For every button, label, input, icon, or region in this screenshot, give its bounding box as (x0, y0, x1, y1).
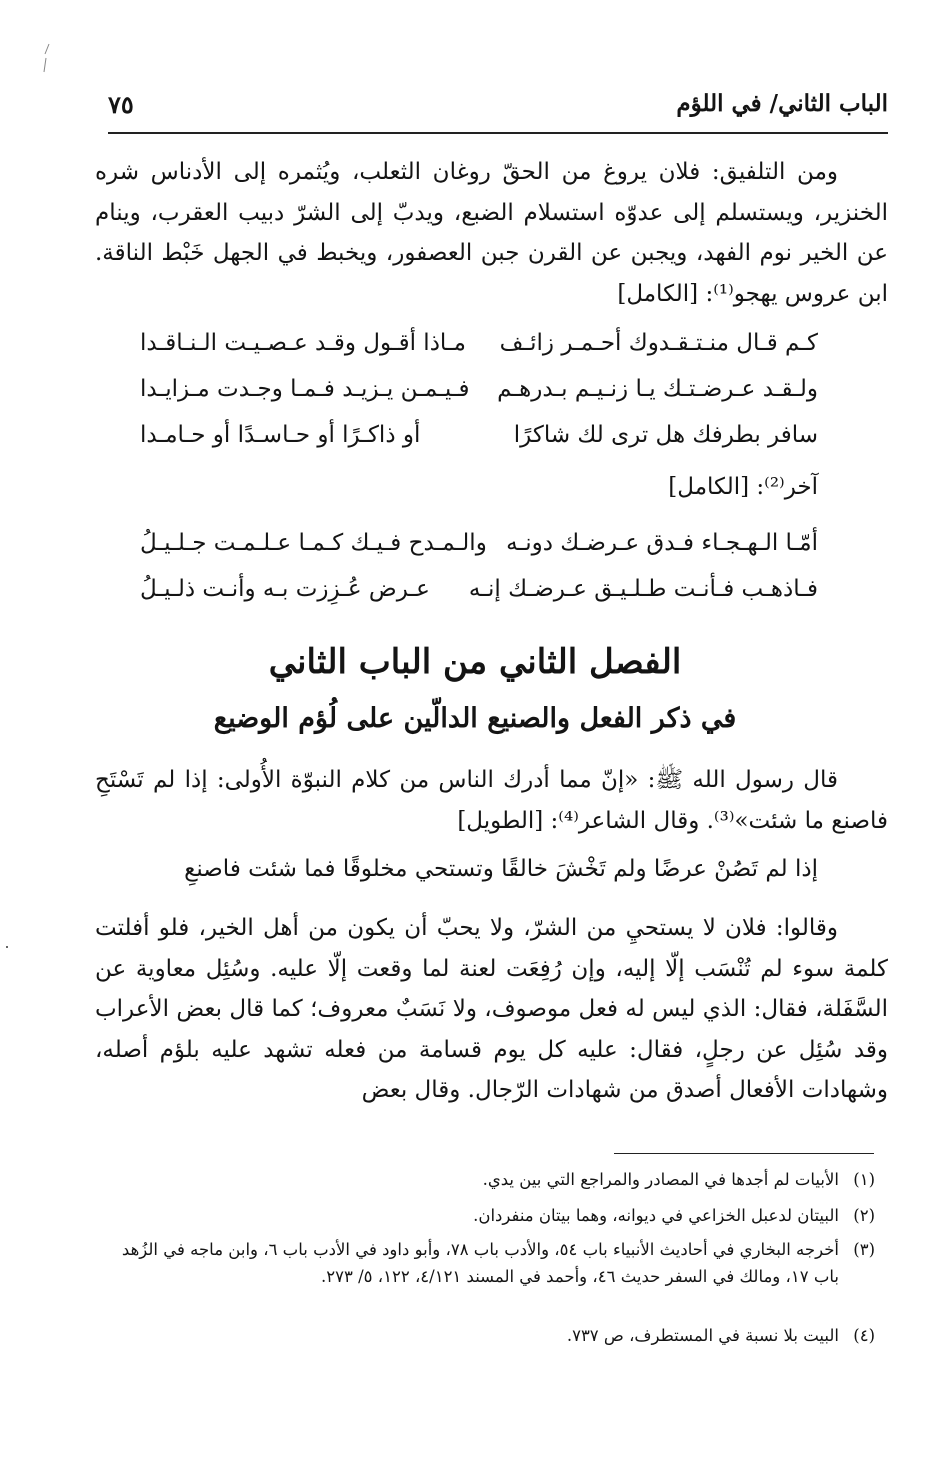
poem2-verse-1 (140, 530, 818, 574)
hemistich-second: فـيـمـن يـزيـد فـمـا وجـدت مـزايـدا (140, 376, 470, 402)
footnote-text: الأبيات لم أجدها في المصادر والمراجع التي بين يدي. (482, 1170, 839, 1189)
footnote-number: (٤) (853, 1326, 875, 1345)
footnote-number: (٣) (853, 1240, 875, 1259)
hemistich-first: فـاذهـب فـأنـت طـلـيـق عـرضـك إنـه (468, 576, 818, 602)
final-paragraph (95, 908, 888, 1111)
footnote-rule (614, 1153, 874, 1154)
hemistich-first: كـم قـال منـتـقـدوك أحـمـر زائـف (499, 330, 818, 356)
running-header (108, 88, 888, 128)
hadith-text: قال رسول الله ﷺ: «إنّ مما أدرك الناس من كلام النبوّة الأُولى: إذا لم تَسْتَحِ فاصنع ما شئت»⁽³⁾. وقال الشاعر⁽⁴⁾: [الطويل] (95, 767, 888, 834)
hemistich-first: أمّـا الـهـجـاء فـدق عـرضـك دونـه (506, 530, 818, 556)
hemistich-first: سافر بطرفك هل ترى لك شاكرًا (513, 422, 818, 448)
intro-paragraph (95, 152, 888, 314)
poem2-verse-2 (140, 576, 818, 620)
footnote-number: (٢) (853, 1206, 875, 1225)
page-number: ٧٥ (108, 90, 134, 119)
hemistich-second: مـاذا أقـول وقـد عـصـيـت الـنـاقـدا (140, 330, 466, 356)
footnote-text: أخرجه البخاري في أحاديث الأنبياء باب ٥٤، والأدب باب ٧٨، وأبو داود في الأدب باب ٦، وابن ماجه في الزُهد باب ١٧، ومالك في السفر حديث ٤٦، وأحمد في المسند ٤/١٢١، ١٢٢، ٥/ ٢٧٣. (121, 1240, 839, 1286)
section-title: الفصل الثاني من الباب الثاني (268, 642, 682, 682)
section-subtitle: في ذكر الفعل والصنيع الدالّين على لُؤم الوضيع (213, 703, 737, 734)
poem1-verse-2 (140, 376, 818, 420)
poem1-verse-1 (140, 330, 818, 374)
hemistich-second: والـمـدح فـيـك كـمـا عـلـمـت جـلـيـلُ (140, 530, 487, 556)
hemistich-second: عـرض عُـزِزت بـه وأنـت ذلـيـلُ (140, 576, 430, 602)
poem1-verse-3 (140, 422, 818, 466)
margin-dot (6, 946, 8, 948)
footnote-number: (١) (853, 1170, 875, 1189)
poem2-intro: آخر⁽²⁾: [الكامل] (668, 474, 818, 500)
footnote-1 (108, 1166, 875, 1193)
header-rule (108, 132, 888, 134)
footnote-2 (108, 1202, 875, 1229)
single-verse: إذا لم تَصُنْ عرضًا ولم تَخْشَ خالقًا وتستحي مخلوقًا فما شئت فاصنعِ (184, 856, 818, 882)
intro-text: ومن التلفيق: فلان يروغ من الحقّ روغان الثعلب، ويُثمره إلى الأدناس شره الخنزير، ويستسلم إلى عدوّه استسلام الضبع، ويدبّ إلى الشرّ دبيب العقرب، وينام عن الخير نوم الفهد، ويجبن عن القرن جبن العصفور، ويخبط في الجهل خَبْط الناقة. ابن عروس يهجو⁽¹⁾: [الكامل] (95, 159, 888, 307)
margin-mark (40, 42, 54, 74)
footnote-4 (108, 1322, 875, 1349)
footnote-text: البيتان لدعبل الخزاعي في ديوانه، وهما بيتان منفردان. (473, 1206, 839, 1225)
hemistich-second: أو ذاكـرًا أو حـاسـدًا أو حـامـدا (140, 422, 421, 448)
footnote-text: البيت بلا نسبة في المستطرف، ص ٧٣٧. (566, 1326, 839, 1345)
footnote-3 (108, 1236, 875, 1290)
final-text: وقالوا: فلان لا يستحيِ من الشرّ، ولا يحبّ أن يكون من أهل الخير، فلو أفلتت كلمة سوء لم تُنْسَب إلّا إليه، وإن رُفِعَت لعنة لما وقعت إلّا عليه. وسُئِل معاوية عن السَّفَلة، فقال: الذي ليس له فعل موصوف، ولا نَسَبٌ معروف؛ كما قال بعض الأعراب وقد سُئِل عن رجلٍ، فقال: عليه كل يوم قسامة من فعله تشهد عليه بلؤم أصله، وشهادات الأفعال أصدق من شهادات الرّجال. وقال بعض (95, 915, 888, 1103)
hadith-paragraph (95, 760, 888, 841)
chapter-title: الباب الثاني/ في اللؤم (676, 90, 888, 117)
hemistich-first: ولـقـد عـرضـتـك يـا زنـيـم بـدرهـم (497, 376, 818, 402)
